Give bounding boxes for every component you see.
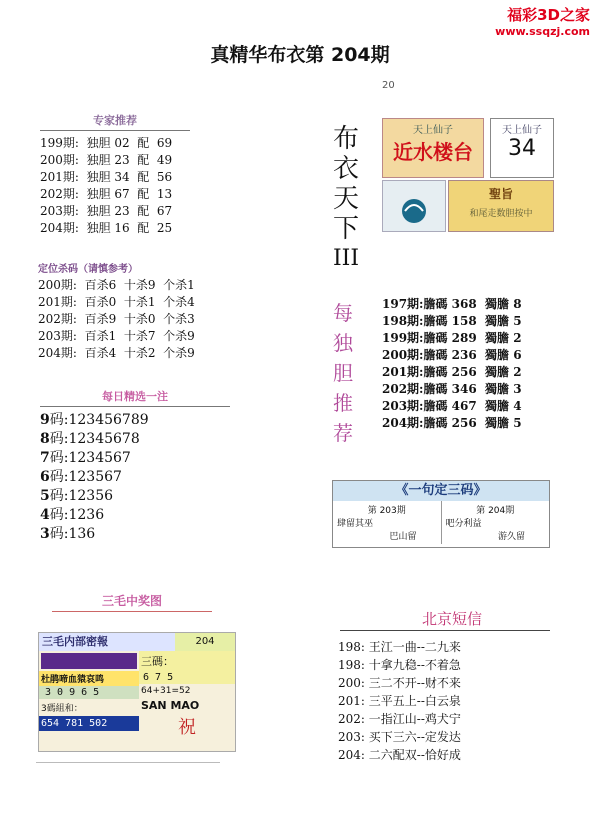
dingwei-header: 定位杀码（请慎参考） [38, 264, 138, 275]
beijing-row: 198: 十拿九稳--不着急 [338, 658, 461, 672]
yiju-right-2: 游久留 [497, 532, 525, 542]
sanmao-topbar [39, 633, 235, 651]
beijing-list [338, 638, 558, 764]
jingcai-val: 码:1236 [49, 507, 105, 523]
beijing-row: 200: 三二不开--财不来 [338, 676, 461, 690]
dingwei-row: 204期: 百杀4 十杀2 个杀9 [38, 346, 195, 360]
banner-shengzhi [448, 180, 554, 232]
shengzhi-sub: 和尾走数胆按中 [469, 209, 533, 219]
sanmao-brand: SAN MAO [141, 699, 200, 712]
jingcai-row [40, 430, 230, 449]
duzhan-rule [40, 130, 190, 131]
sanmao-sanma-label: 三碼： [139, 651, 235, 671]
dingwei-row: 203期: 百杀1 十杀7 个杀9 [38, 329, 195, 343]
beijing-row: 198: 王江一曲--二九来 [338, 640, 461, 654]
jingcai-section [40, 388, 230, 544]
yiju-left-2: 巴山留 [389, 532, 417, 542]
buyi-char: 布 [332, 124, 359, 154]
yiju-title: 《一句定三码》 [333, 481, 549, 501]
sanmao-left [39, 651, 139, 739]
duandan-row: 197期:膽碼 368 獨膽 8 [382, 297, 522, 311]
duzhan-row: 203期: 独胆 23 配 67 [40, 204, 173, 218]
beijing-row: 202: 一指江山--鸡犬宁 [338, 712, 461, 726]
beijing-row: 204: 二六配双--恰好成 [338, 748, 461, 762]
duandan-row: 202期:膽碼 346 獨膽 3 [382, 382, 522, 396]
yiju-right-issue: 第 204期 [476, 506, 515, 516]
sanmao-logo-strip [41, 653, 137, 669]
jingcai-val: 码:12345678 [49, 431, 140, 447]
corner-tag: 20 [382, 80, 395, 91]
dragon-icon [383, 181, 445, 231]
jingcai-key: 8 [40, 431, 50, 447]
sanmao-body [39, 651, 235, 739]
duandan-row: 201期:膽碼 256 獨膽 2 [382, 365, 522, 379]
duzhan-row: 200期: 独胆 23 配 49 [40, 153, 173, 167]
banner-jinshui [382, 118, 484, 178]
site-url[interactable]: www.ssqzj.com [495, 25, 590, 38]
banner-num-box [490, 118, 554, 178]
yiju-left-issue: 第 203期 [367, 506, 406, 516]
beijing-header-wrap [392, 608, 512, 629]
sanmao-right [139, 651, 235, 739]
jingcai-row [40, 506, 230, 525]
jingcai-key: 9 [40, 412, 50, 428]
sanmao-combo-val: 654 781 502 [39, 716, 139, 731]
banner-title: 近水楼台 [393, 140, 473, 164]
jingcai-row [40, 411, 230, 430]
page-title: 真精华布衣第 204期 [210, 44, 390, 66]
beijing-rule [340, 630, 550, 631]
jingcai-row [40, 468, 230, 487]
banner-icon-box [382, 180, 446, 232]
yiju-right [442, 501, 550, 544]
dingwei-row: 201期: 百杀0 十杀1 个杀4 [38, 295, 195, 309]
jingcai-row [40, 525, 230, 544]
buyi-char: III [332, 246, 360, 271]
duzhan-section [40, 112, 190, 237]
sanmao-brand-sub: 祝 [178, 717, 196, 738]
yiju-grid [333, 501, 549, 544]
dingwei-row: 200期: 百杀6 十杀9 个杀1 [38, 278, 195, 292]
duandan-row: 198期:膽碼 158 獨膽 5 [382, 314, 522, 328]
sanmao-digits: 3 0 9 6 5 [39, 686, 139, 699]
site-logo[interactable] [495, 4, 590, 38]
duzhan-row: 201期: 独胆 34 配 56 [40, 170, 173, 184]
duda-char: 胆 [333, 361, 353, 385]
duzhan-row: 204期: 独胆 16 配 25 [40, 221, 173, 235]
jingcai-key: 4 [40, 507, 50, 523]
jingcai-header: 每日精选一注 [102, 390, 168, 403]
sanmao-sanma-val: 6 7 5 [139, 671, 235, 684]
sanmao-combo-label: 3碼組和： [41, 704, 83, 714]
buyi-char: 下 [332, 214, 359, 244]
dingwei-row: 202期: 百杀9 十杀0 个杀3 [38, 312, 195, 326]
duda-char: 推 [333, 391, 353, 415]
duzhan-header: 专家推荐 [93, 114, 137, 127]
jingcai-val: 码:12356 [49, 488, 114, 504]
dingwei-section [38, 260, 218, 362]
yiju-panel [332, 480, 550, 548]
duzhan-list [40, 135, 190, 237]
banner-num-tag: 天上仙子 [502, 125, 542, 136]
duda-vertical [328, 298, 358, 448]
jingcai-val: 码:123567 [49, 469, 122, 485]
dingwei-list [38, 277, 218, 362]
yiju-left-1: 肆留其巫 [337, 519, 374, 529]
beijing-row: 201: 三平五上--白云泉 [338, 694, 461, 708]
jingcai-rule [40, 406, 230, 407]
duandan-row: 204期:膽碼 256 獨膽 5 [382, 416, 522, 430]
buyi-vertical [326, 124, 366, 274]
sanmao-panel-title: 三毛内部密報 [39, 633, 175, 651]
duda-char: 荐 [333, 421, 353, 445]
sanmao-panel [38, 632, 236, 752]
jingcai-row [40, 449, 230, 468]
duandan-row: 203期:膽碼 467 獨膽 4 [382, 399, 522, 413]
jingcai-key: 3 [40, 526, 50, 542]
jingcai-row [40, 487, 230, 506]
duandan-row: 199期:膽碼 289 獨膽 2 [382, 331, 522, 345]
duandan-list [382, 296, 562, 432]
sanmao-issue: 204 [175, 633, 235, 651]
sanmao-header: 三毛中奖图 [101, 594, 162, 608]
beijing-row: 203: 买下三六--定发达 [338, 730, 461, 744]
duda-char: 独 [333, 331, 353, 355]
sanmao-sum: 64+31=52 [141, 686, 191, 696]
jingcai-key: 7 [40, 450, 50, 466]
duandan-row: 200期:膽碼 236 獨膽 6 [382, 348, 522, 362]
jingcai-val: 码:136 [49, 526, 96, 542]
duzhan-row: 199期: 独胆 02 配 69 [40, 136, 173, 150]
duzhan-row: 202期: 独胆 67 配 13 [40, 187, 173, 201]
jingcai-list [40, 411, 230, 544]
buyi-char: 天 [332, 184, 359, 214]
sanmao-header-wrap [52, 592, 212, 612]
beijing-header: 北京短信 [421, 610, 482, 628]
duda-char: 每 [333, 301, 353, 325]
shengzhi-label: 聖旨 [488, 187, 513, 201]
sanmao-yellow: 杜鹃啼血猿哀鸣 [39, 671, 139, 686]
banner-tag: 天上仙子 [413, 125, 453, 136]
jingcai-key: 6 [40, 469, 50, 485]
buyi-char: 衣 [332, 154, 359, 184]
sanmao-bottom-rule [36, 762, 220, 763]
yiju-right-1: 吧分利益 [445, 519, 482, 529]
yiju-left [333, 501, 442, 544]
banner-num: 34 [508, 136, 536, 161]
jingcai-key: 5 [40, 488, 50, 504]
sanmao-rule [52, 611, 212, 612]
site-name: 福彩3D之家 [507, 6, 590, 24]
jingcai-val: 码:123456789 [49, 412, 149, 428]
jingcai-val: 码:1234567 [49, 450, 131, 466]
